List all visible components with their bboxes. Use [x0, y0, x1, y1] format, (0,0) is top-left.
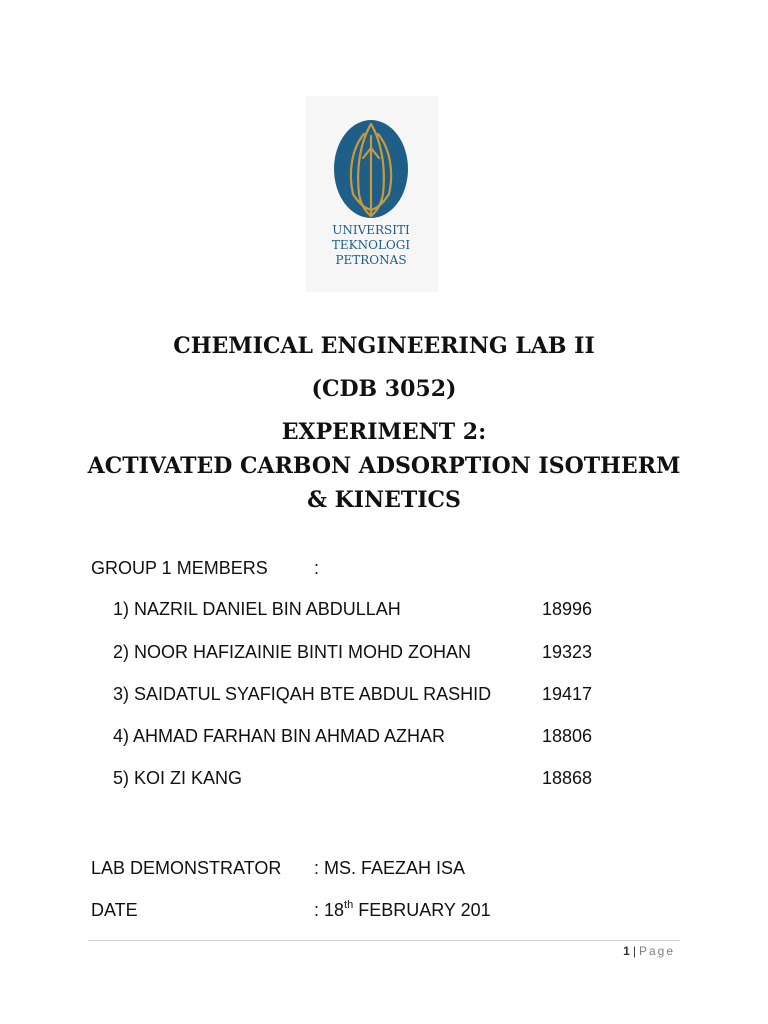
member-id: 18868 [542, 768, 593, 788]
date-label: DATE [91, 900, 138, 920]
date-value [314, 898, 491, 922]
member-name: 5) KOI ZI KANG [113, 768, 243, 788]
page-footer [623, 942, 675, 960]
member-name: 3) SAIDATUL SYAFIQAH BTE ABDUL RASHID [113, 684, 492, 704]
date-day: : 18 [314, 900, 345, 920]
member-id: 18996 [542, 599, 593, 619]
lab-demonstrator-label: LAB DEMONSTRATOR [91, 858, 282, 878]
experiment-title-line-2: & KINETICS [307, 487, 461, 513]
experiment-number: EXPERIMENT 2: [281, 419, 487, 445]
date-ordinal: th [344, 899, 354, 911]
logo-text-teknologi: TEKNOLOGI [331, 238, 411, 252]
page-word: Page [638, 944, 675, 958]
member-id: 19323 [542, 642, 593, 662]
member-name: 2) NOOR HAFIZAINIE BINTI MOHD ZOHAN [113, 642, 472, 662]
course-title: CHEMICAL ENGINEERING LAB II [173, 333, 595, 359]
utp-logo-emblem [306, 96, 438, 292]
member-name: 1) NAZRIL DANIEL BIN ABDULLAH [113, 599, 401, 619]
experiment-title-line-1: ACTIVATED CARBON ADSORPTION ISOTHERM [87, 453, 681, 479]
course-code: (CDB 3052) [311, 376, 457, 402]
page-separator: | [632, 944, 636, 958]
group-members-label: GROUP 1 MEMBERS [91, 558, 268, 578]
member-id: 19417 [542, 684, 593, 704]
logo-text-petronas: PETRONAS [335, 253, 407, 267]
lab-demonstrator-value: : MS. FAEZAH ISA [314, 858, 466, 878]
member-id: 18806 [542, 726, 593, 746]
group-members-colon: : [314, 558, 320, 578]
logo-text-universiti: UNIVERSITI [332, 223, 410, 237]
footer-divider [88, 940, 680, 941]
member-name: 4) AHMAD FARHAN BIN AHMAD AZHAR [113, 726, 446, 746]
university-logo [306, 96, 438, 292]
date-month-year: FEBRUARY 201 [353, 900, 491, 920]
page-number: 1 [623, 944, 630, 958]
